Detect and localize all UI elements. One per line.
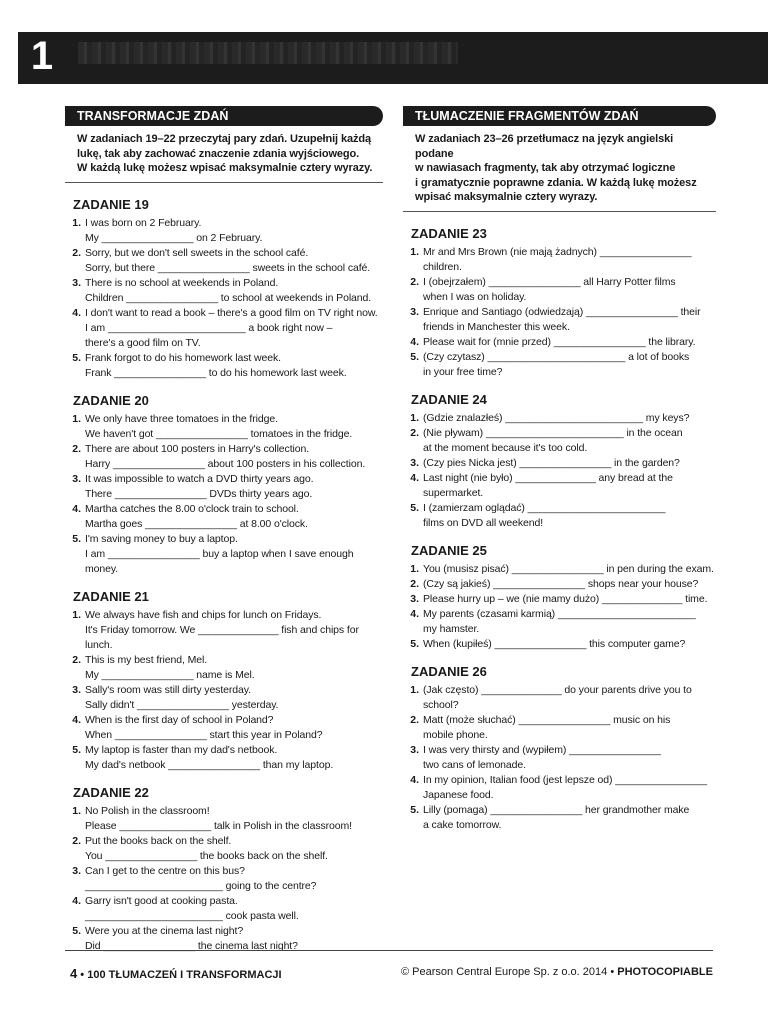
exercise-item — [65, 216, 383, 246]
item-line: Can I get to the centre on this bus? — [85, 864, 245, 877]
item-number: 5. — [410, 350, 419, 363]
instruction-line: lukę, tak aby zachować znaczenie zdania wyjściowego. — [77, 147, 360, 160]
exercise-title: ZADANIE 22 — [73, 784, 149, 800]
item-line: (Nie pływam) ________________________ in the ocean — [423, 426, 683, 439]
exercise-item — [65, 351, 383, 381]
exercise-item — [65, 894, 383, 924]
exercise-item — [403, 501, 716, 531]
exercise-item — [403, 683, 716, 713]
item-body — [85, 743, 383, 773]
item-number: 5. — [410, 803, 419, 816]
item-body — [85, 502, 383, 532]
exercise-item — [65, 924, 383, 954]
item-line: Did ________________ the cinema last night? — [85, 939, 298, 952]
item-body — [423, 592, 716, 607]
exercise-item — [65, 472, 383, 502]
item-line: My parents (czasami karmią) ________________________ — [423, 607, 696, 620]
item-number: 5. — [72, 924, 81, 937]
exercise-title: ZADANIE 19 — [73, 196, 149, 212]
item-body — [85, 894, 383, 924]
right-instructions — [403, 126, 716, 212]
exercise-item — [403, 637, 716, 652]
exercise-item — [403, 607, 716, 637]
item-line: Last night (nie było) ______________ any bread at the supermarket. — [423, 471, 673, 499]
footer-bullet: • — [80, 969, 88, 981]
item-line: in your free time? — [423, 365, 503, 378]
instruction-line: w nawiasach fragmenty, tak aby otrzymać logiczne — [415, 162, 676, 174]
item-number: 3. — [72, 864, 81, 877]
item-line: at the moment because it's too cold. — [423, 441, 588, 454]
item-line: Please ________________ talk in Polish in the classroom! — [85, 819, 353, 832]
item-line: Sally's room was still dirty yesterday. — [85, 683, 251, 696]
page-number: 4 — [70, 966, 78, 981]
item-number: 2. — [410, 713, 419, 726]
item-body — [85, 653, 383, 683]
item-line: a cake tomorrow. — [423, 818, 502, 831]
item-body — [423, 275, 716, 305]
footer-copyright-info — [401, 966, 713, 978]
instruction-line: i gramatycznie poprawne zdania. W każdą lukę możesz — [415, 176, 697, 189]
item-body — [423, 411, 716, 426]
item-number: 2. — [72, 653, 81, 666]
item-number: 4. — [72, 894, 81, 907]
exercise-item — [403, 713, 716, 743]
item-line: In my opinion, Italian food (jest lepsze od) ________________ — [423, 773, 708, 786]
item-number: 1. — [72, 608, 81, 621]
item-body — [85, 276, 383, 306]
item-line: We only have three tomatoes in the fridge. — [85, 412, 278, 425]
item-body — [423, 335, 716, 350]
item-number: 3. — [410, 305, 419, 318]
item-line: No Polish in the classroom! — [85, 804, 210, 817]
exercise-item — [403, 305, 716, 335]
exercise-item — [65, 502, 383, 532]
footer-bullet: • — [610, 966, 618, 978]
item-body — [423, 562, 716, 577]
left-section-banner: TRANSFORMACJE ZDAŃ — [65, 106, 383, 126]
item-body — [85, 834, 383, 864]
item-body — [423, 426, 716, 456]
item-body — [85, 608, 383, 653]
right-section-banner: TŁUMACZENIE FRAGMENTÓW ZDAŃ — [403, 106, 716, 126]
exercise-item — [403, 350, 716, 380]
item-line: I was born on 2 February. — [85, 216, 202, 229]
unit-header-shade — [78, 42, 458, 64]
exercise-title: ZADANIE 23 — [411, 225, 487, 241]
exercise-item — [65, 834, 383, 864]
instruction-line: W zadaniach 19–22 przeczytaj pary zdań. Uzupełnij każdą — [77, 133, 372, 145]
item-line: Garry isn't good at cooking pasta. — [85, 894, 238, 907]
item-body — [85, 864, 383, 894]
item-number: 5. — [410, 637, 419, 650]
exercise-item — [403, 471, 716, 501]
item-body — [423, 350, 716, 380]
item-line: (Gdzie znalazłeś) ________________________ my keys? — [423, 411, 690, 424]
item-number: 1. — [410, 245, 419, 258]
footer-page-info — [70, 966, 282, 981]
exercise-item — [403, 411, 716, 426]
item-number: 2. — [410, 577, 419, 590]
item-line: My ________________ name is Mel. — [85, 668, 255, 681]
item-line: (Czy czytasz) ________________________ a lot of books — [423, 350, 690, 363]
exercise-item — [65, 442, 383, 472]
item-line: Were you at the cinema last night? — [85, 924, 244, 937]
item-number: 4. — [410, 773, 419, 786]
instruction-line: W zadaniach 23–26 przetłumacz na język angielski podane — [415, 133, 674, 160]
item-line: Frank ________________ to do his homework last week. — [85, 366, 347, 379]
exercise-item — [65, 306, 383, 351]
exercise-item — [403, 562, 716, 577]
item-line: there's a good film on TV. — [85, 336, 201, 349]
item-number: 1. — [72, 412, 81, 425]
item-line: ________________________ cook pasta well. — [85, 909, 299, 922]
item-body — [423, 456, 716, 471]
item-number: 1. — [72, 216, 81, 229]
item-line: I don't want to read a book – there's a good film on TV right now. — [85, 306, 378, 319]
left-exercises — [65, 197, 383, 954]
item-line: I (obejrzałem) ________________ all Harry Potter films — [423, 275, 676, 288]
item-number: 5. — [72, 532, 81, 545]
item-number: 5. — [72, 743, 81, 756]
item-number: 5. — [410, 501, 419, 514]
item-line: Martha catches the 8.00 o'clock train to school. — [85, 502, 299, 515]
item-line: Sally didn't ________________ yesterday. — [85, 698, 279, 711]
book-title: 100 TŁUMACZEŃ I TRANSFORMACJI — [87, 969, 282, 981]
item-number: 3. — [72, 472, 81, 485]
exercise-item — [65, 412, 383, 442]
item-line: Enrique and Santiago (odwiedzają) ________________ their — [423, 305, 701, 318]
exercise-title: ZADANIE 26 — [411, 663, 487, 679]
exercise-item — [65, 713, 383, 743]
item-body — [423, 743, 716, 773]
item-line: (Jak często) ______________ do your parents drive you to school? — [423, 683, 692, 711]
exercise-item — [65, 246, 383, 276]
item-number: 4. — [410, 471, 419, 484]
item-line: It was impossible to watch a DVD thirty years ago. — [85, 472, 314, 485]
item-line: Mr and Mrs Brown (nie mają żadnych) ________________ children. — [423, 245, 692, 273]
exercise-title: ZADANIE 25 — [411, 542, 487, 558]
item-line: I am ________________ buy a laptop when I save enough money. — [85, 547, 354, 575]
item-number: 5. — [72, 351, 81, 364]
item-line: ________________________ going to the centre? — [85, 879, 317, 892]
item-body — [85, 246, 383, 276]
item-number: 3. — [410, 456, 419, 469]
item-line: There are about 100 posters in Harry's collection. — [85, 442, 310, 455]
unit-number: 1 — [30, 34, 54, 78]
item-line: Frank forgot to do his homework last week. — [85, 351, 281, 364]
item-line: friends in Manchester this week. — [423, 320, 570, 333]
item-line: Sorry, but there ________________ sweets in the school café. — [85, 261, 371, 274]
exercise-item — [403, 743, 716, 773]
exercise-item — [403, 592, 716, 607]
item-line: This is my best friend, Mel. — [85, 653, 208, 666]
instruction-line: W każdą lukę możesz wpisać maksymalnie cztery wyrazy. — [77, 162, 373, 174]
item-body — [423, 683, 716, 713]
item-number: 2. — [72, 246, 81, 259]
item-line: We always have fish and chips for lunch on Fridays. — [85, 608, 322, 621]
item-line: Harry ________________ about 100 posters in his collection. — [85, 457, 366, 470]
exercise-title: ZADANIE 21 — [73, 588, 149, 604]
item-body — [85, 924, 383, 954]
item-body — [85, 216, 383, 246]
item-body — [85, 306, 383, 351]
item-line: (Czy są jakieś) ________________ shops near your house? — [423, 577, 699, 590]
photocopiable-label: PHOTOCOPIABLE — [617, 966, 713, 978]
exercise-item — [65, 743, 383, 773]
item-line: I (zamierzam oglądać) ________________________ — [423, 501, 666, 514]
item-number: 1. — [410, 683, 419, 696]
item-line: Japanese food. — [423, 788, 494, 801]
left-instructions — [65, 126, 383, 183]
item-line: two cans of lemonade. — [423, 758, 526, 771]
item-line: when I was on holiday. — [423, 290, 527, 303]
item-number: 2. — [72, 442, 81, 455]
item-number: 3. — [410, 592, 419, 605]
item-number: 2. — [410, 426, 419, 439]
item-body — [85, 532, 383, 577]
item-line: You (musisz pisać) ________________ in pen during the exam. — [423, 562, 714, 575]
item-body — [423, 713, 716, 743]
item-number: 1. — [410, 562, 419, 575]
item-line: There is no school at weekends in Poland. — [85, 276, 279, 289]
item-line: mobile phone. — [423, 728, 488, 741]
item-line: There ________________ DVDs thirty years ago. — [85, 487, 313, 500]
exercise-item — [403, 245, 716, 275]
item-body — [85, 713, 383, 743]
item-number: 3. — [72, 276, 81, 289]
item-line: Sorry, but we don't sell sweets in the school café. — [85, 246, 309, 259]
item-line: I was very thirsty and (wypiłem) ________________ — [423, 743, 661, 756]
item-body — [423, 245, 716, 275]
item-body — [423, 501, 716, 531]
item-line: Children ________________ to school at weekends in Poland. — [85, 291, 372, 304]
exercise-title: ZADANIE 24 — [411, 391, 487, 407]
instruction-line: wpisać maksymalnie cztery wyrazy. — [415, 191, 598, 203]
item-line: my hamster. — [423, 622, 480, 635]
item-line: Put the books back on the shelf. — [85, 834, 232, 847]
exercise-item — [65, 532, 383, 577]
item-body — [85, 683, 383, 713]
copyright-text: © Pearson Central Europe Sp. z o.o. 2014 — [401, 966, 608, 978]
item-line: When ________________ start this year in Poland? — [85, 728, 323, 741]
item-line: We haven't got ________________ tomatoes in the fridge. — [85, 427, 353, 440]
exercise-item — [403, 577, 716, 592]
item-body — [85, 412, 383, 442]
item-body — [423, 803, 716, 833]
item-body — [85, 351, 383, 381]
item-line: My ________________ on 2 February. — [85, 231, 263, 244]
exercise-item — [403, 335, 716, 350]
item-body — [423, 471, 716, 501]
exercise-title: ZADANIE 20 — [73, 392, 149, 408]
item-line: My laptop is faster than my dad's netbook. — [85, 743, 278, 756]
exercise-item — [65, 276, 383, 306]
item-body — [85, 804, 383, 834]
item-number: 3. — [72, 683, 81, 696]
item-line: Martha goes ________________ at 8.00 o'clock. — [85, 517, 308, 530]
item-line: When (kupiłeś) ________________ this computer game? — [423, 637, 686, 650]
item-line: You ________________ the books back on the shelf. — [85, 849, 328, 862]
item-body — [423, 607, 716, 637]
item-body — [423, 577, 716, 592]
item-number: 4. — [72, 713, 81, 726]
item-line: Lilly (pomaga) ________________ her grandmother make — [423, 803, 690, 816]
item-body — [423, 773, 716, 803]
exercise-item — [403, 426, 716, 456]
item-number: 4. — [72, 502, 81, 515]
item-number: 3. — [410, 743, 419, 756]
item-line: Please hurry up – we (nie mamy dużo) ______________ time. — [423, 592, 708, 605]
item-body — [85, 442, 383, 472]
exercise-item — [65, 653, 383, 683]
exercise-item — [403, 456, 716, 471]
item-number: 1. — [410, 411, 419, 424]
item-number: 2. — [410, 275, 419, 288]
item-line: Matt (może słuchać) ________________ music on his — [423, 713, 671, 726]
item-line: I am ________________________ a book right now – — [85, 321, 333, 334]
item-line: Please wait for (mnie przed) ________________ the library. — [423, 335, 696, 348]
right-exercises — [403, 226, 716, 833]
footer-divider — [65, 950, 713, 951]
exercise-item — [65, 864, 383, 894]
left-column — [65, 106, 383, 954]
exercise-item — [65, 683, 383, 713]
item-number: 2. — [72, 834, 81, 847]
item-line: I'm saving money to buy a laptop. — [85, 532, 238, 545]
item-line: (Czy pies Nicka jest) ________________ in the garden? — [423, 456, 680, 469]
unit-header-bar — [18, 32, 768, 84]
item-line: When is the first day of school in Poland? — [85, 713, 274, 726]
item-number: 1. — [72, 804, 81, 817]
item-number: 4. — [72, 306, 81, 319]
exercise-item — [65, 608, 383, 653]
exercise-item — [403, 803, 716, 833]
item-line: My dad's netbook ________________ than my laptop. — [85, 758, 334, 771]
item-body — [85, 472, 383, 502]
item-number: 4. — [410, 335, 419, 348]
exercise-item — [65, 804, 383, 834]
item-line: It's Friday tomorrow. We ______________ fish and chips for lunch. — [85, 623, 359, 651]
item-body — [423, 637, 716, 652]
exercise-item — [403, 275, 716, 305]
item-number: 4. — [410, 607, 419, 620]
right-column — [403, 106, 716, 833]
item-line: films on DVD all weekend! — [423, 516, 544, 529]
exercise-item — [403, 773, 716, 803]
item-body — [423, 305, 716, 335]
